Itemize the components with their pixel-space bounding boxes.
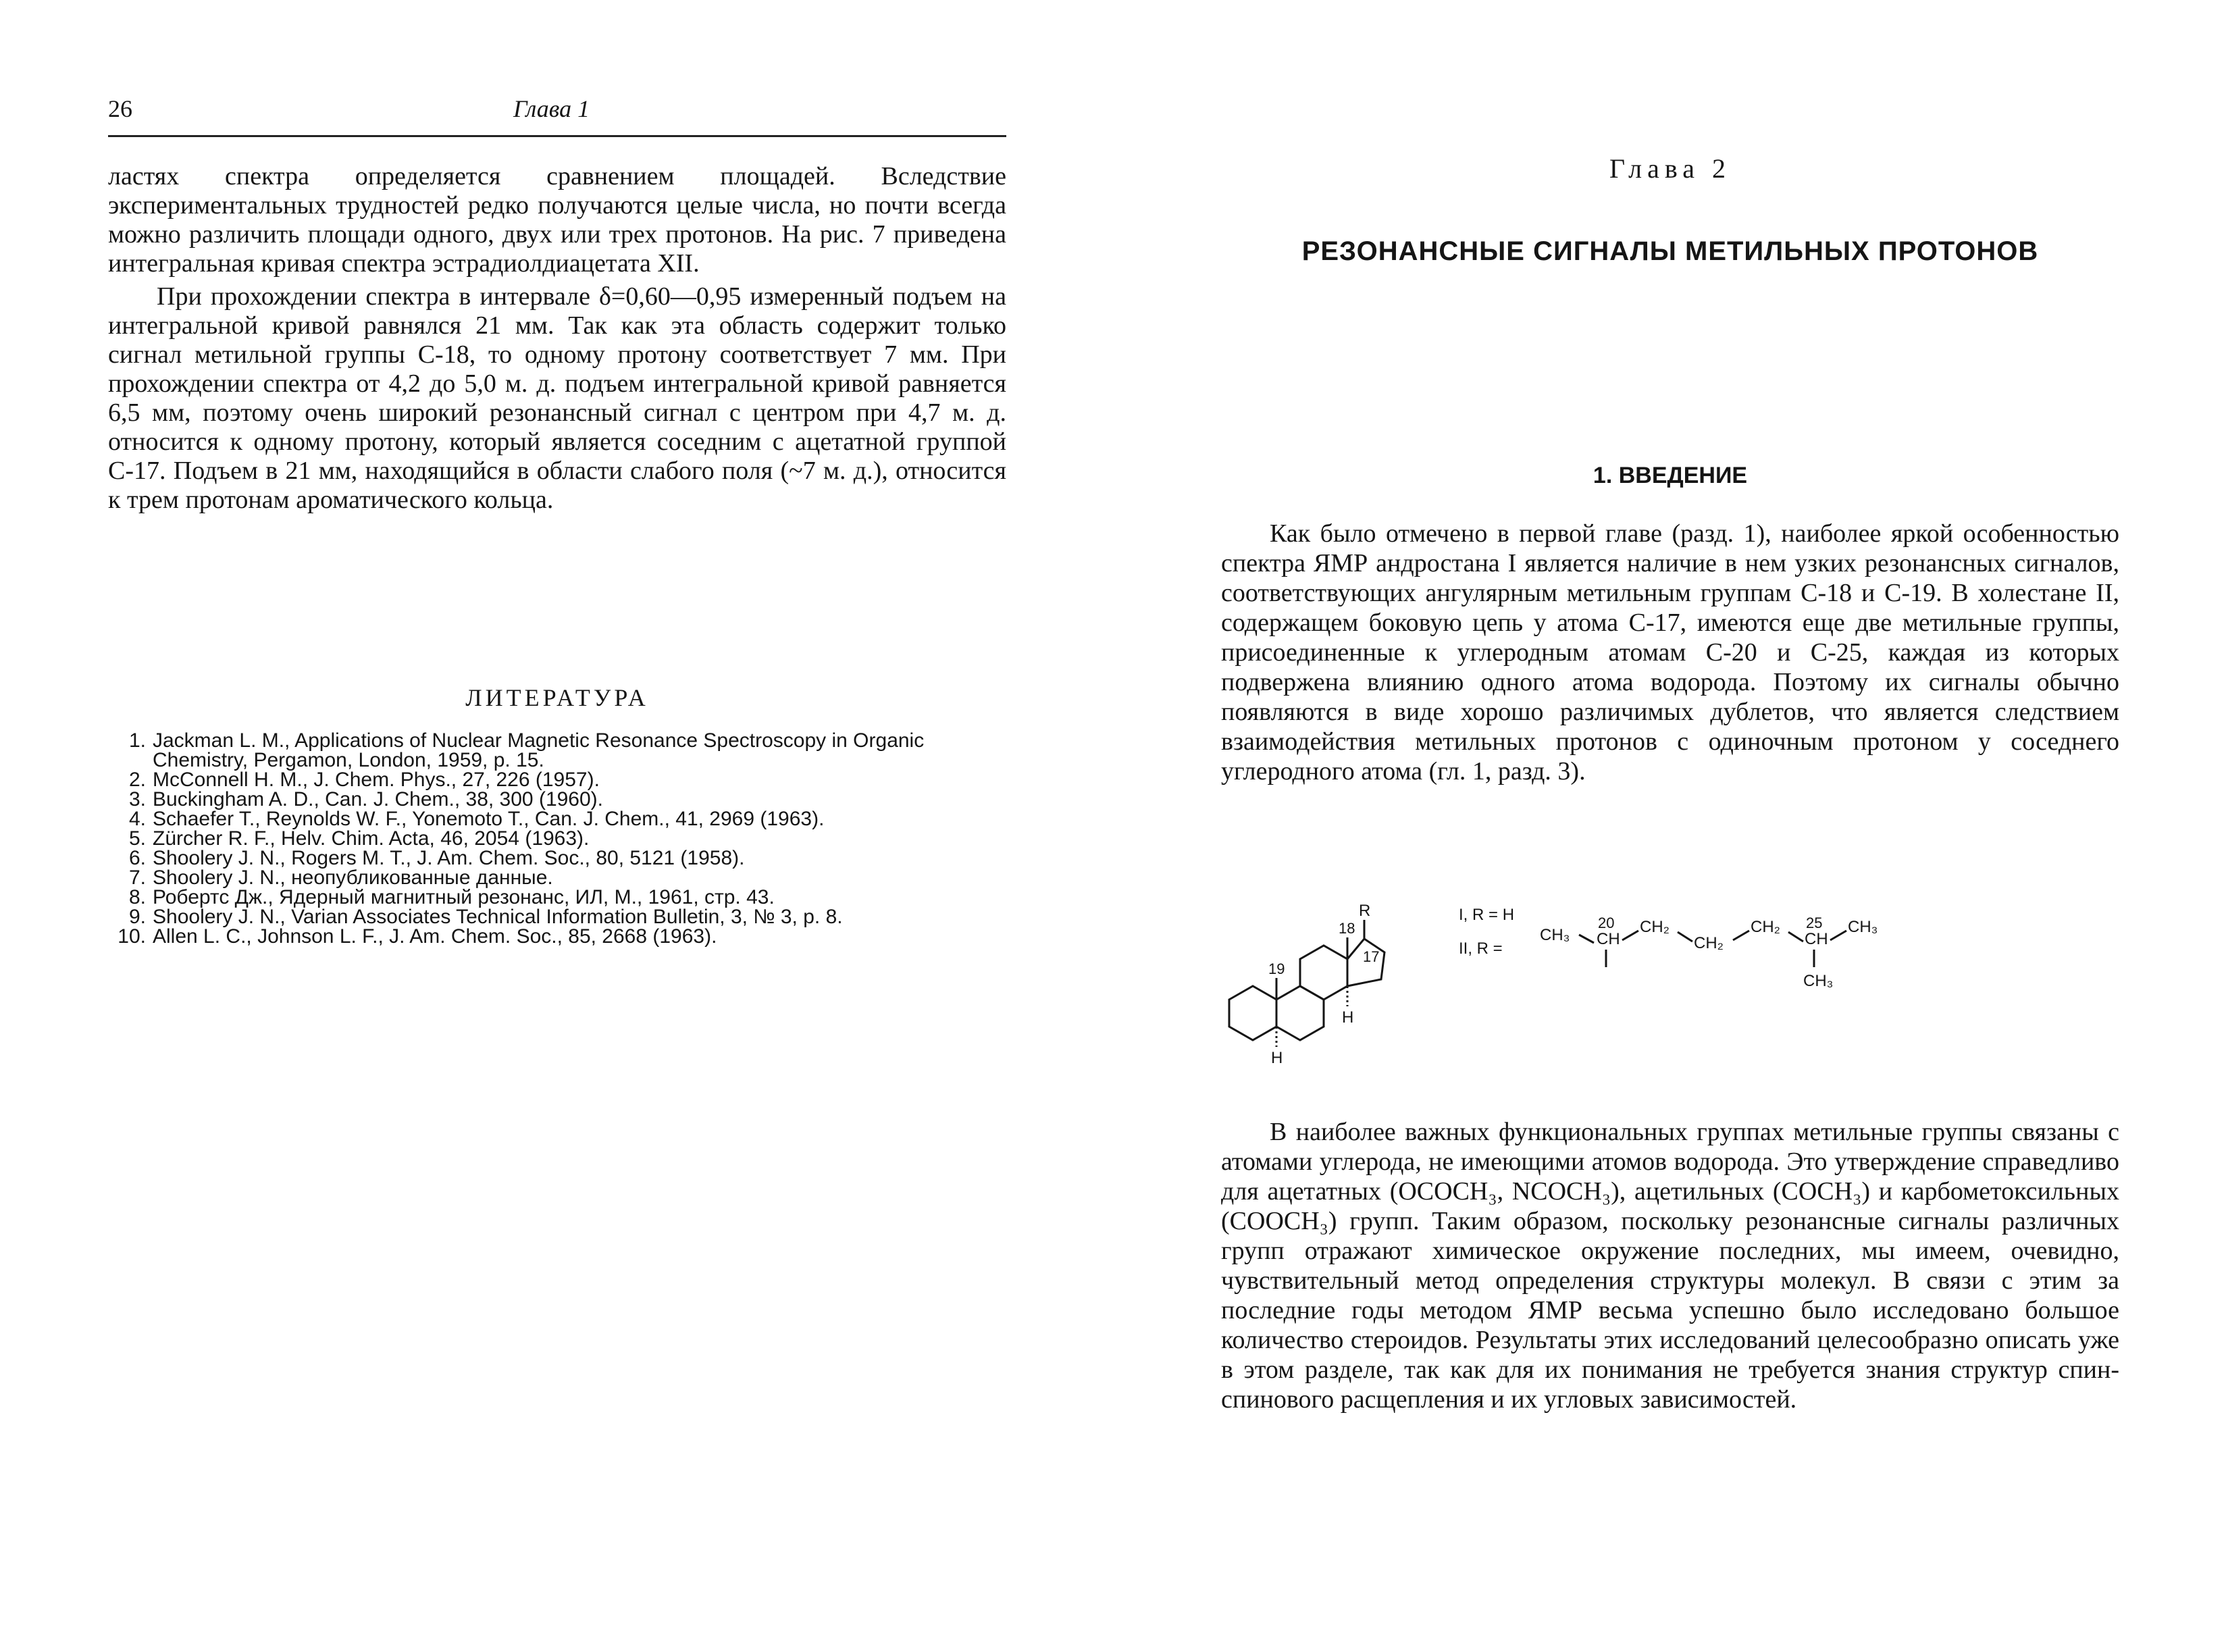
bond — [1733, 931, 1749, 940]
reference-list — [108, 731, 1006, 946]
reference-item — [108, 887, 1006, 907]
ring-c — [1300, 946, 1347, 1000]
side-chain-num-25: 25 — [1806, 914, 1823, 931]
reference-number: 4. — [128, 808, 146, 830]
chapter-title: РЕЗОНАНСНЫЕ СИГНАЛЫ МЕТИЛЬНЫХ ПРОТОНОВ — [1301, 236, 2039, 266]
reference-item — [108, 848, 1006, 868]
right-body-text-2 — [1221, 1117, 2119, 1414]
side-chain-ch-25: CH — [1805, 930, 1828, 948]
chapter-label: Глава 2 — [1609, 153, 1731, 184]
reference-text: Jackman L. M., Applications of Nuclear Magnetic Resonance Spectroscopy in Organic Chemistry, Pergamon, London, 1959, p. 15. — [153, 729, 925, 771]
reference-number: 8. — [128, 886, 146, 908]
page-number: 26 — [108, 95, 132, 122]
structural-formula — [1148, 878, 2202, 1081]
reference-text: Allen L. C., Johnson L. F., J. Am. Chem. Soc., 85, 2668 (1963). — [153, 925, 717, 948]
label-r: R — [1359, 902, 1371, 920]
reference-text: Робертс Дж., Ядерный магнитный резонанс, ИЛ, М., 1961, стр. 43. — [153, 886, 775, 908]
reference-text: Shoolery J. N., неопубликованные данные. — [153, 867, 553, 889]
reference-item — [108, 770, 1006, 790]
reference-number: 2. — [128, 769, 146, 791]
label-17: 17 — [1363, 948, 1380, 965]
reference-number: 6. — [128, 847, 146, 869]
reference-item — [108, 731, 1006, 770]
bond — [1579, 935, 1594, 943]
right-paragraph-2: В наиболее важных функциональных группах метильные группы связаны с атомами углерода, не имеющими атомов водорода. Это утверждение справедливо для ацетатных (OCOCH₃, NCOCH₃), ацетильных (COCH₃) и карбометоксильных (COOCH₃) групп. Таким образом, поскольку резонансные сигналы различных групп отражают химическое окружение последних, мы имеем, очевидно, чувствительный метод определения структуры молекул. В связи с этим за последние годы методом ЯМР весьма успешно было исследовано большое количество стероидов. Результаты этих исследований целесообразно описать уже в этом разделе, так как для их понимания не требуется знания структур спин-спинового расщепления и их угловых зависимостей. — [1221, 1118, 2119, 1414]
left-paragraph-1: ластях спектра определяется сравнением площадей. Вследствие экспериментальных трудностей редко получаются целые числа, но почти всегда можно различить площади одного, двух или трех протонов. На рис. 7 приведена интегральная кривая спектра эстрадиолдиацетата XII. — [108, 162, 1006, 278]
running-head — [108, 95, 1006, 132]
steroid-structure-diagram — [1148, 878, 2202, 1081]
hashed-bonds — [1276, 986, 1347, 1047]
reference-text: Buckingham A. D., Can. J. Chem., 38, 300 (1960). — [153, 788, 604, 810]
reference-text: McConnell H. M., J. Chem. Phys., 27, 226 (1957). — [153, 769, 600, 791]
bond — [1622, 931, 1638, 940]
steroid-rings — [1229, 920, 1384, 1040]
label-18: 18 — [1339, 920, 1355, 937]
side-chain-ch2-b: CH₂ — [1694, 934, 1724, 952]
right-body-text-1 — [1221, 519, 2119, 786]
reference-number: 1. — [128, 729, 146, 752]
reference-number: 10. — [118, 925, 146, 948]
reference-number: 7. — [128, 867, 146, 889]
reference-number: 3. — [128, 788, 146, 810]
reference-item — [108, 829, 1006, 848]
left-body-text — [108, 162, 1006, 519]
reference-text: Zürcher R. F., Helv. Chim. Acta, 46, 2054 (1963). — [153, 827, 590, 850]
label-19: 19 — [1268, 960, 1285, 977]
section-title: 1. ВВЕДЕНИЕ — [1593, 463, 1748, 488]
label-h5: H — [1271, 1049, 1283, 1067]
reference-text: Shoolery J. N., Rogers M. T., J. Am. Chem. Soc., 80, 5121 (1958). — [153, 847, 745, 869]
side-chain-ch3-b: CH₃ — [1848, 918, 1878, 936]
reference-text: Schaefer T., Reynolds W. F., Yonemoto T., Can. J. Chem., 41, 2969 (1963). — [153, 808, 825, 830]
side-chain-ch-20: CH — [1597, 930, 1620, 948]
side-chain-ch2-c: CH₂ — [1751, 918, 1780, 936]
bond — [1788, 932, 1803, 941]
ring-a — [1229, 986, 1276, 1040]
reference-number: 5. — [128, 827, 146, 850]
ring-b — [1276, 986, 1324, 1040]
right-paragraph-1: Как было отмечено в первой главе (разд. 1), наиболее яркой особенностью спектра ЯМР андростана I является наличие в нем узких резонансных сигналов, соответствующих ангулярным метильным группам С-18 и С-19. В холестане II, содержащем боковую цепь у атома С-17, имеются еще две метильные группы, присоединенные к углеродным атомам С-20 и С-25, каждая из которых подвержена влиянию одного атома водорода. Поэтому их сигналы обычно появляются в виде хорошо различимых дублетов, что является следствием взаимодействия метильных протонов с одиночным протоном у соседнего углеродного атома (гл. 1, разд. 3). — [1221, 519, 2119, 785]
compound-i-label: I, R = H — [1459, 906, 1515, 924]
running-title: Глава 1 — [513, 95, 590, 122]
label-h14: H — [1342, 1008, 1354, 1027]
reference-item — [108, 809, 1006, 829]
compound-ii-label: II, R = — [1459, 939, 1503, 958]
side-chain-ch3-a: CH₃ — [1540, 926, 1570, 944]
reference-item — [108, 790, 1006, 809]
literature-heading: ЛИТЕРАТУРА — [465, 684, 649, 711]
reference-item — [108, 907, 1006, 927]
header-rule — [108, 135, 1006, 137]
left-paragraph-2: При прохождении спектра в интервале δ=0,60—0,95 измеренный подъем на интегральной кривой равнялся 21 мм. Так как эта область содержит только сигнал метильной группы С-18, то одному протону соответствует 7 мм. При прохождении спектра от 4,2 до 5,0 м. д. подъем интегральной кривой равняется 6,5 мм, поэтому очень широкий резонансный сигнал с центром при 4,7 м. д. относится к одному протону, который является соседним с ацетатной группой С-17. Подъем в 21 мм, находящийся в области слабого поля (~7 м. д.), относится к трем протонам ароматического кольца. — [108, 282, 1006, 514]
side-chain-num-20: 20 — [1598, 914, 1615, 931]
reference-item — [108, 868, 1006, 887]
bond — [1678, 932, 1692, 941]
reference-item — [108, 927, 1006, 946]
bond — [1830, 931, 1846, 940]
reference-number: 9. — [128, 906, 146, 928]
side-chain-ch3-c: CH₃ — [1803, 972, 1834, 990]
right-page — [1113, 0, 2226, 1652]
reference-text: Shoolery J. N., Varian Associates Technical Information Bulletin, 3, № 3, p. 8. — [153, 906, 843, 928]
side-chain-ch2-a: CH₂ — [1640, 918, 1670, 936]
